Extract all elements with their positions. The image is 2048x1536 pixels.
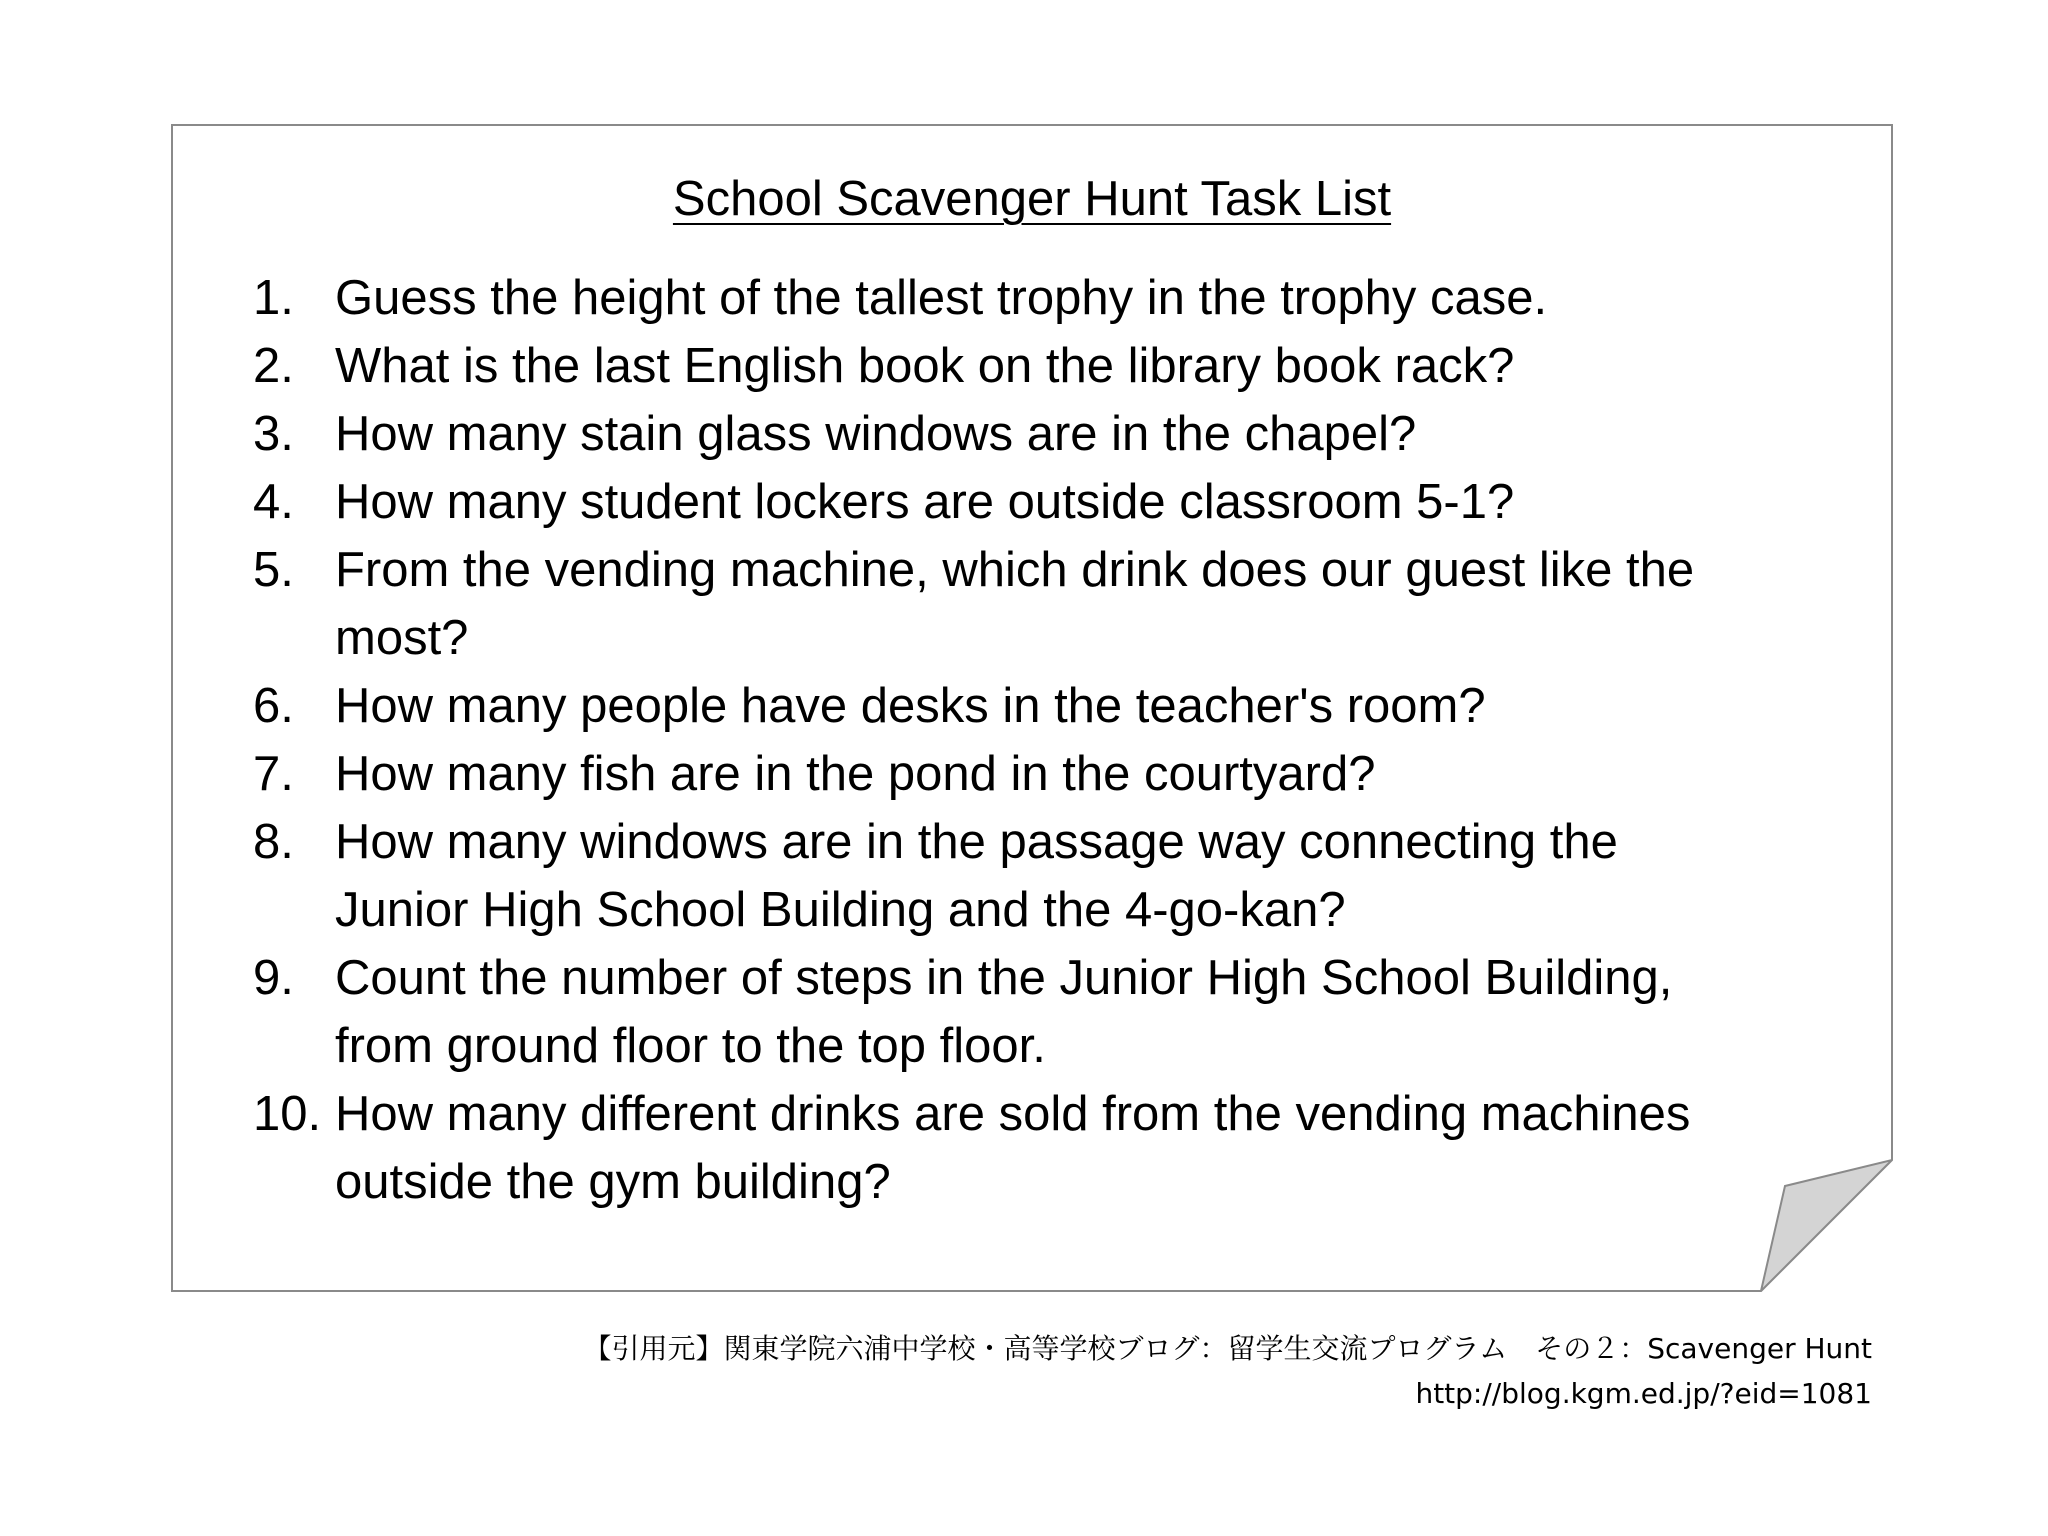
task-text: Guess the height of the tallest trophy in the trophy case. (335, 271, 1548, 325)
task-item-9 (253, 944, 1753, 1080)
task-text: How many people have desks in the teacher's room? (335, 679, 1486, 733)
task-number: 3. (253, 407, 294, 461)
task-text: From the vending machine, which drink does our guest like the most? (335, 543, 1695, 665)
task-number: 9. (253, 951, 294, 1005)
task-item-5 (253, 536, 1753, 672)
task-number: 1. (253, 271, 294, 325)
task-item-7 (253, 740, 1753, 808)
task-text: Count the number of steps in the Junior High School Building, from ground floor to the top floor. (335, 951, 1673, 1073)
task-text: How many windows are in the passage way connecting the Junior High School Building and the 4-go-kan? (335, 815, 1618, 937)
source-citation (583, 1326, 1872, 1416)
task-text: How many student lockers are outside classroom 5-1? (335, 475, 1515, 529)
task-text: How many different drinks are sold from the vending machines outside the gym building? (335, 1087, 1691, 1209)
citation-text: 【引用元】関東学院六浦中学校・高等学校ブログ：留学生交流プログラム その２：Scavenger Hunt (583, 1332, 1872, 1365)
task-number: 4. (253, 475, 294, 529)
citation-url: http://blog.kgm.ed.jp/?eid=1081 (1415, 1377, 1872, 1410)
task-item-10 (253, 1080, 1753, 1216)
task-sheet (171, 124, 1893, 1292)
task-item-6 (253, 672, 1753, 740)
task-item-3 (253, 400, 1753, 468)
task-item-1 (253, 264, 1753, 332)
task-number: 6. (253, 679, 294, 733)
task-item-2 (253, 332, 1753, 400)
task-number: 2. (253, 339, 294, 393)
task-number: 5. (253, 543, 294, 597)
task-number: 7. (253, 747, 294, 801)
task-text: What is the last English book on the library book rack? (335, 339, 1515, 393)
task-text: How many stain glass windows are in the chapel? (335, 407, 1417, 461)
task-item-8 (253, 808, 1753, 944)
page-title: School Scavenger Hunt Task List (672, 172, 1392, 226)
task-list (253, 264, 1753, 1216)
task-number: 8. (253, 815, 294, 869)
task-item-4 (253, 468, 1753, 536)
task-number: 10. (253, 1087, 322, 1141)
task-text: How many fish are in the pond in the courtyard? (335, 747, 1376, 801)
